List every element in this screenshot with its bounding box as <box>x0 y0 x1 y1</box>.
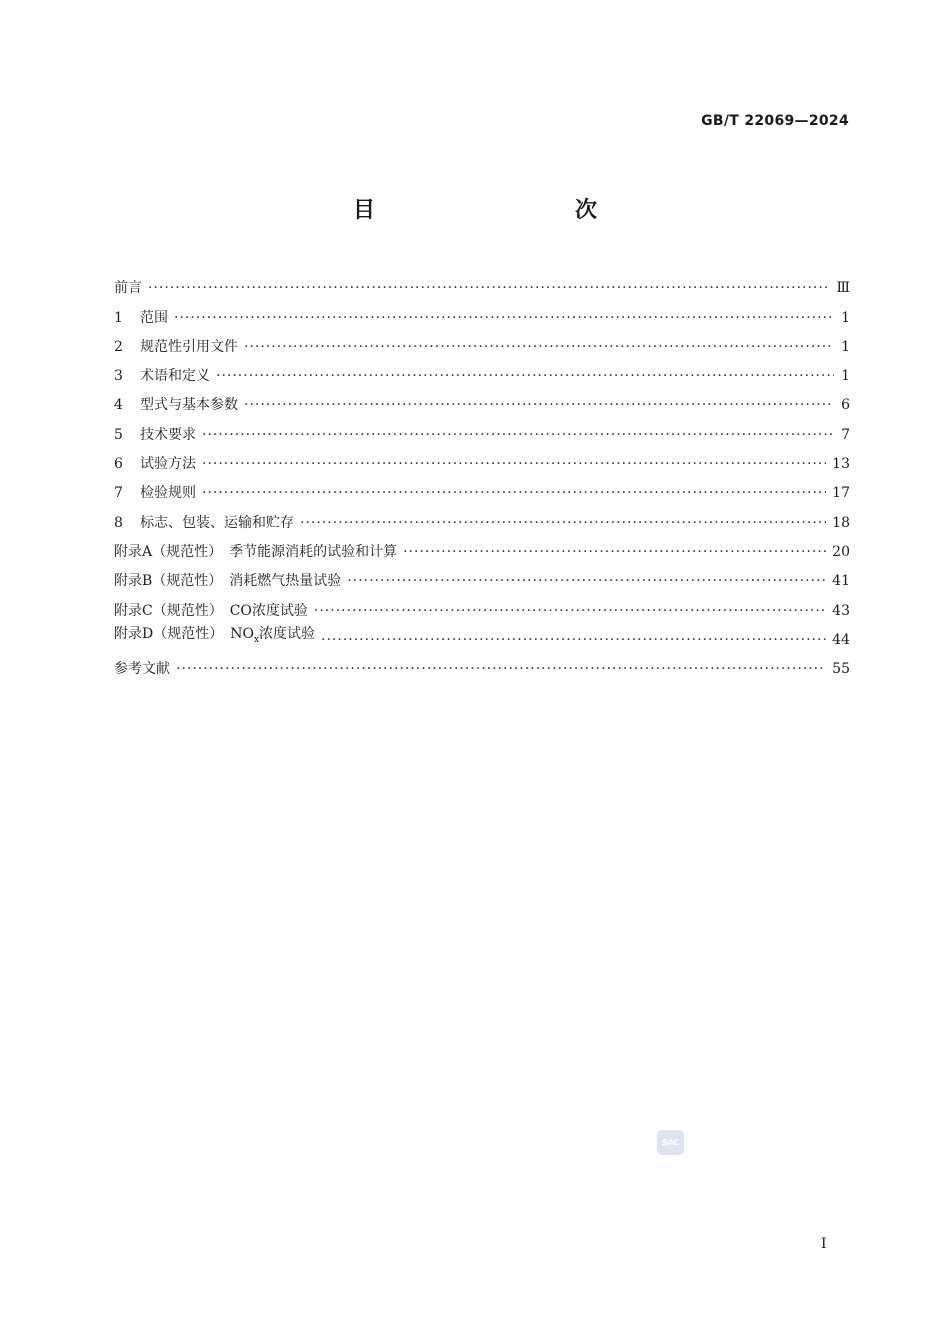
toc-entry-number: 1 <box>114 309 123 326</box>
dot-leader <box>321 630 826 650</box>
toc-entry-number: 2 <box>114 338 123 355</box>
toc-entry-6[interactable] <box>114 445 850 474</box>
toc-entry-7[interactable] <box>114 474 850 503</box>
dot-leader <box>403 542 826 562</box>
page-title: 目 次 <box>352 198 649 223</box>
toc-entry-annex-b[interactable] <box>114 562 850 591</box>
toc-entry-page: 18 <box>832 514 850 531</box>
toc-entry-number: 7 <box>114 485 123 502</box>
toc-entry-page: 7 <box>841 426 850 443</box>
toc-entry-page: 13 <box>832 456 850 473</box>
dot-leader <box>202 454 826 474</box>
toc-entry-annex-c[interactable] <box>114 591 850 620</box>
toc-entry-number: 5 <box>114 426 123 443</box>
dot-leader <box>244 337 834 357</box>
toc-entry-page: 43 <box>832 602 850 619</box>
toc-entry-title: 型式与基本参数 <box>140 397 238 414</box>
toc-entry-page: 1 <box>841 368 850 385</box>
toc-entry-title: 附录C（规范性） CO浓度试验 <box>114 602 308 619</box>
toc-entry-page: 44 <box>832 631 850 648</box>
dot-leader <box>176 659 826 679</box>
toc-entry-title: 标志、包装、运输和贮存 <box>140 514 294 531</box>
toc-entry-title: 前言 <box>114 280 142 297</box>
toc-entry-3[interactable] <box>114 357 850 386</box>
toc-entry-2[interactable] <box>114 328 850 357</box>
toc-entry-number: 3 <box>114 368 123 385</box>
standard-number: GB/T 22069—2024 <box>701 113 849 129</box>
toc-entry-title: 规范性引用文件 <box>140 338 238 355</box>
dot-leader <box>244 395 834 415</box>
toc-entry-title-subscript: x <box>253 634 260 645</box>
dot-leader <box>202 425 834 445</box>
dot-leader <box>202 483 826 503</box>
toc-entry-title-rest: 浓度试验 <box>259 626 316 643</box>
sac-watermark-logo: SAC <box>657 1130 684 1155</box>
toc-entry-number: 4 <box>114 397 123 414</box>
toc-entry-title: 检验规则 <box>140 485 196 502</box>
dot-leader <box>314 601 826 621</box>
toc-entry-5[interactable] <box>114 415 850 444</box>
toc-entry-title: 附录B（规范性） 消耗燃气热量试验 <box>114 573 342 590</box>
toc-entry-4[interactable] <box>114 386 850 415</box>
toc-entry-page: 6 <box>841 397 850 414</box>
dot-leader <box>174 308 834 328</box>
toc-entry-page: Ⅲ <box>836 280 850 297</box>
toc-entry-title: 参考文献 <box>114 661 170 678</box>
dot-leader <box>148 278 830 298</box>
toc-entry-page: 1 <box>841 338 850 355</box>
dot-leader <box>347 571 826 591</box>
toc-entry-page: 55 <box>832 661 850 678</box>
toc-entry-annex-a[interactable] <box>114 533 850 562</box>
toc-entry-number: 8 <box>114 514 123 531</box>
toc-entry-annex-d[interactable] <box>114 621 850 650</box>
toc-entry-title <box>114 624 315 650</box>
table-of-contents <box>114 269 850 679</box>
toc-entry-page: 20 <box>832 543 850 560</box>
toc-entry-page: 1 <box>841 309 850 326</box>
toc-entry-title: 附录A（规范性） 季节能源消耗的试验和计算 <box>114 543 398 560</box>
toc-entry-title: 范围 <box>140 309 168 326</box>
toc-entry-title: 技术要求 <box>140 426 196 443</box>
toc-entry-foreword[interactable] <box>114 269 850 298</box>
toc-entry-references[interactable] <box>114 650 850 679</box>
toc-entry-8[interactable] <box>114 503 850 532</box>
toc-entry-page: 41 <box>832 573 850 590</box>
toc-entry-title: 试验方法 <box>140 456 196 473</box>
toc-entry-number: 6 <box>114 456 123 473</box>
toc-entry-1[interactable] <box>114 298 850 327</box>
dot-leader <box>216 366 834 386</box>
toc-entry-title: 术语和定义 <box>140 368 210 385</box>
toc-entry-title-main: 附录D（规范性） NO <box>114 626 254 643</box>
toc-entry-page: 17 <box>832 485 850 502</box>
page-number: I <box>821 1236 827 1252</box>
dot-leader <box>300 513 826 533</box>
